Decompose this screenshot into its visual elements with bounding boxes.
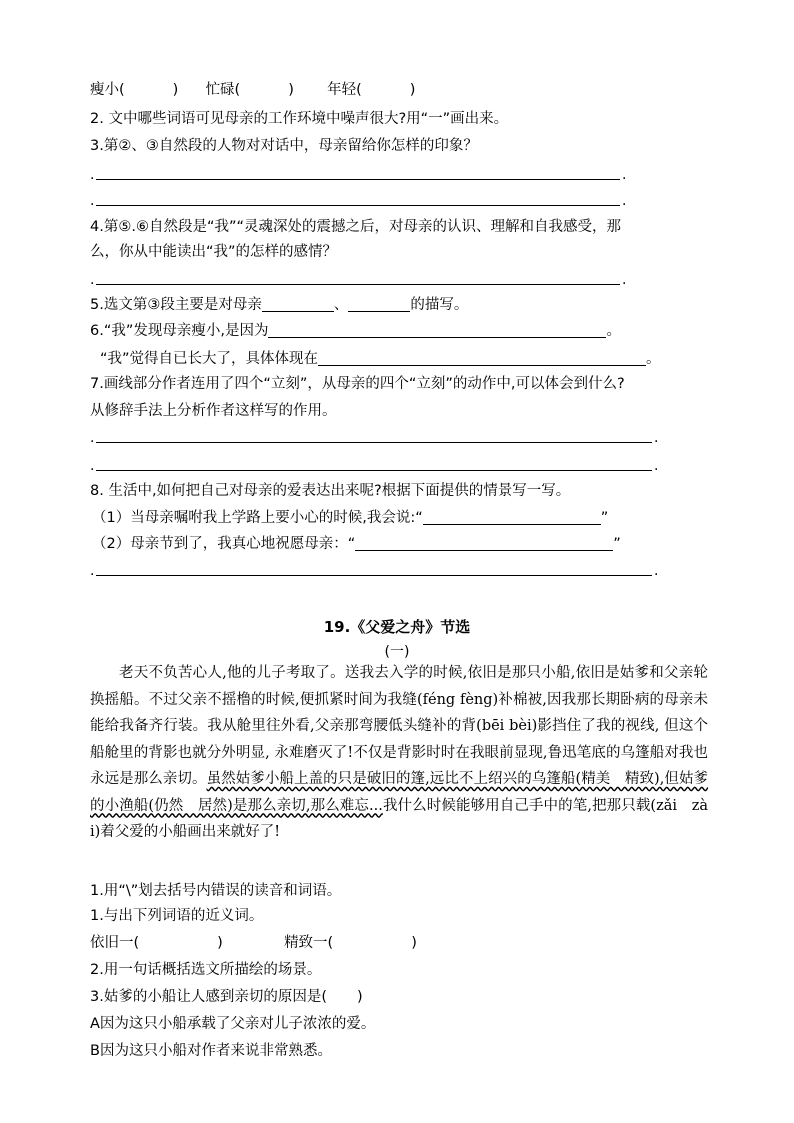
q6-prefix: 6.“我”发现母亲瘦小,是因为 <box>90 323 269 339</box>
line-dot: . <box>90 430 95 446</box>
s-q3-suffix: ) <box>357 989 363 1005</box>
option-b: B因为这只小船对作者来说非常熟悉。 <box>90 1043 332 1059</box>
question-6b <box>100 349 661 369</box>
question-5 <box>90 295 468 315</box>
line-dot: . <box>654 563 659 579</box>
q6b-blank[interactable] <box>318 349 646 366</box>
question-7-line2: 从修辞手法上分析作者这样写的作用。 <box>90 403 337 419</box>
section-title: 19.《父爱之舟》节选 <box>323 618 471 636</box>
s-question-1: 1.用“\”划去括号内错误的读音和词语。 <box>90 883 342 899</box>
q8-1-suffix: ” <box>600 510 609 526</box>
paren-close: ) <box>172 82 179 98</box>
answer-line-q7-2[interactable] <box>96 470 652 471</box>
q8-1-blank[interactable] <box>423 508 601 525</box>
line-dot: . <box>622 272 627 288</box>
label-shouxiao: 瘦小( <box>90 82 125 98</box>
line-dot: . <box>622 167 627 183</box>
question-3: 3.第②、③自然段的人物对对话中，母亲留给你怎样的印象？ <box>90 138 478 154</box>
q5-blank-2[interactable] <box>348 295 410 312</box>
s-question-1b: 1.与出下列词语的近义词。 <box>90 908 264 924</box>
q5-suffix: 的描写。 <box>410 297 469 313</box>
paren-close: ) <box>217 935 223 951</box>
answer-line-q8[interactable] <box>96 575 652 576</box>
s-q3-prefix: 3.姑爹的小船让人感到亲切的原因是( <box>90 989 327 1005</box>
synonym-row <box>90 933 417 953</box>
q8-1-prefix: （1）当母亲嘱咐我上学路上要小心的时候,我会说:“ <box>92 510 423 526</box>
line-dot: . <box>90 458 95 474</box>
line-dot: . <box>90 272 95 288</box>
line-dot: . <box>622 193 627 209</box>
line-dot: . <box>90 563 95 579</box>
question-7-line1: 7.画线部分作者连用了四个“立刻”，从母亲的四个“立刻”的动作中,可以体会到什么? <box>90 376 625 392</box>
q8-2-blank[interactable] <box>355 534 613 551</box>
line-dot: . <box>654 458 659 474</box>
label-nianqing: 年轻( <box>327 82 362 98</box>
question-8: 8. 生活中,如何把自己对母亲的爱表达出来呢?根据下面提供的情景写一写。 <box>90 483 571 499</box>
q5-mid: 、 <box>333 297 349 313</box>
q6b-prefix: “我”觉得自已长大了，具体体现在 <box>100 351 319 367</box>
question-4-line1: 4.第⑤.⑥自然段是“我”“灵魂深处的震撼之后，对母亲的认识、理解和自我感受，那 <box>90 219 621 235</box>
passage-part-1: 老天不负苦心人,他的儿子考取了。送我去入学的时候,依旧是那只小船,依旧是姑爹和父亲轮换摇船。不过父亲不摇橹的时候,便抓紧时间为我缝(féng fèng)补棉被,因我那长期卧病的母亲未能给我备齐行装。我从舱里往外看,父亲那弯腰低头缝补的背(bēi bèi)影挡住了我的视线, 但这个船舱里的背影也就分外明显, 永难磨灭了!不仅是背影时时在我眼前显现,鲁迅笔底的乌篷船对我也永远是那么亲切。 <box>90 665 708 787</box>
q5-blank-1[interactable] <box>262 295 334 312</box>
label-yijiu: 依旧一( <box>90 935 140 951</box>
answer-line-q3-1[interactable] <box>96 179 620 180</box>
question-2: 2. 文中哪些词语可见母亲的工作环境中噪声很大?用“一”画出来。 <box>90 111 509 127</box>
q6b-suffix: 。 <box>646 351 661 367</box>
q5-prefix: 5.选文第③段主要是对母亲 <box>90 297 262 313</box>
s-question-2: 2.用一句话概括选文所描绘的场景。 <box>90 962 322 978</box>
paren-close: ) <box>288 82 294 98</box>
question-6 <box>90 321 621 341</box>
question-4-line2: 么，你从中能读出“我”的怎样的感情？ <box>90 244 338 260</box>
q6-suffix: 。 <box>606 323 621 339</box>
question-8-2 <box>92 534 621 554</box>
passage-part-2: 我什么时候能够用自己手中的笔,把那只载(zǎi zài)着父爱的小船画出来就好了! <box>90 797 708 840</box>
line-dot: . <box>654 430 659 446</box>
passage <box>90 660 708 846</box>
answer-line-q7-1[interactable] <box>96 442 652 443</box>
line-dot: . <box>90 167 95 183</box>
q8-2-suffix: ” <box>613 536 621 552</box>
label-manglu: 忙碌( <box>205 82 241 98</box>
s-question-3 <box>90 987 363 1007</box>
paren-close: ) <box>411 935 417 951</box>
q8-2-prefix: （2）母亲节到了，我真心地祝愿母亲：“ <box>92 536 356 552</box>
q6-blank[interactable] <box>268 321 606 338</box>
paren-close: ) <box>409 82 416 98</box>
adjective-row <box>90 80 415 100</box>
passage-wavy-underline: 虽然姑爹小船上盖的只是破旧的篷,远比不上绍兴的乌篷船(精美 精致),但姑爹的小渔船(仍然 居然)是那么亲切,那么难忘... <box>90 771 709 814</box>
section-subtitle: (一) <box>384 644 410 660</box>
option-a: A因为这只小船承载了父亲对儿子浓浓的爱。 <box>90 1016 376 1032</box>
question-8-1 <box>92 508 608 528</box>
line-dot: . <box>90 193 95 209</box>
answer-line-q3-2[interactable] <box>96 205 620 206</box>
label-jingzhi: 精致一( <box>284 935 334 951</box>
answer-line-q4[interactable] <box>96 284 620 285</box>
